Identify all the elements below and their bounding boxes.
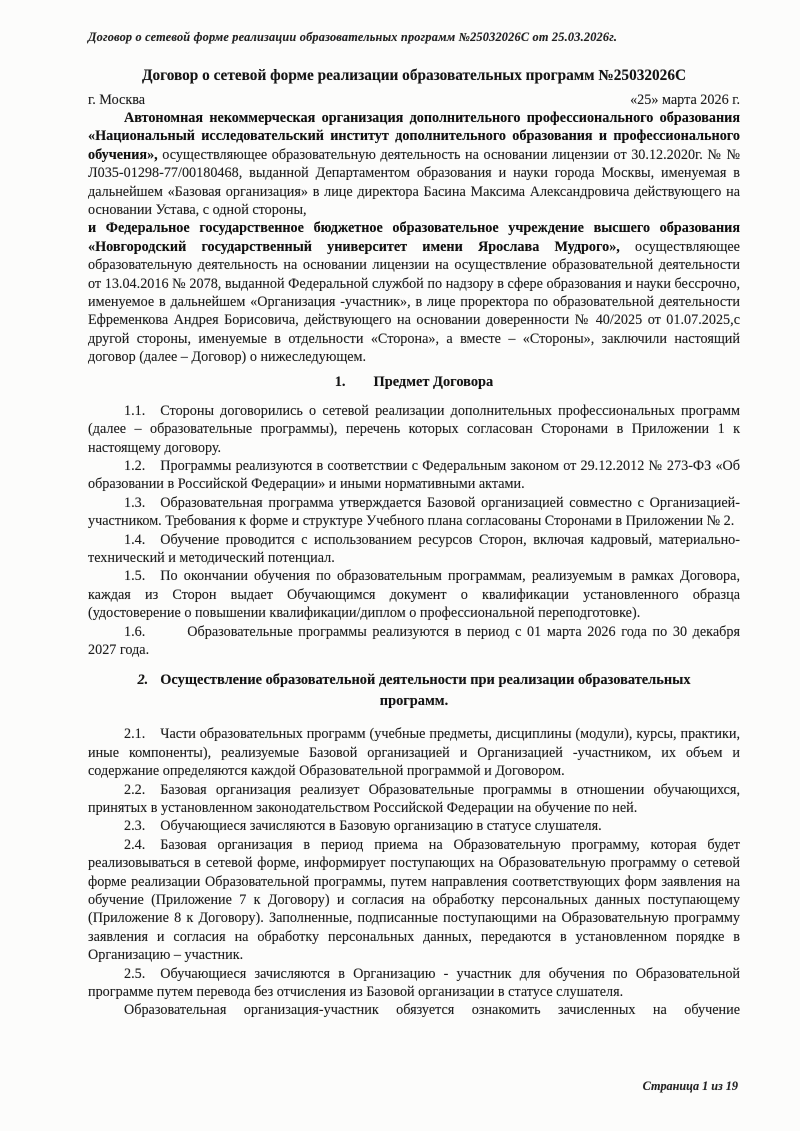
- party1-name-bold: Автономная некоммерческая организация дополнительного профессионального образования «Национальный исследовательский институт дополнительного образования и профессионального обучения»,: [88, 110, 740, 163]
- section1-item-1: [88, 402, 740, 457]
- item-text: Программы реализуются в соответствии с Федеральным законом от 29.12.2012 № 273-ФЗ «Об образовании в Российской Федерации» и иными нормативными актами.: [88, 457, 740, 493]
- item-text: Обучение проводится с использованием ресурсов Сторон, включая кадровый, материально-технический и методический потенциал.: [88, 531, 740, 566]
- place-text: г. Москва: [88, 92, 146, 108]
- item-number: 2.5.: [124, 965, 146, 982]
- item-text: По окончании обучения по образовательным программам, реализуемым в рамках Договора, каждая из Сторон выдает Обучающимся документ о квалификации установленного образца (удостоверение о повышении квалификации/диплом о профессиональной переподготовке).: [88, 568, 740, 622]
- party2-details: осуществляющее образовательную деятельность на основании лицензии на осуществление образовательной деятельности от 13.04.2016 № 2078, выданной Федеральной службой по надзору в сфере образования и науки бессрочно, именуемое в дальнейшем «Организация -участник», в лице проректора по образовательной деятельности Ефременкова Андрея Борисовича, действующего на основании доверенности № 40/2025 от 01.07.2025,с другой стороны, именуемые в отдельности «Сторона», а вместе – «Стороны», заключили настоящий договор (далее – Договор) о нижеследующем.: [88, 238, 740, 366]
- party1-details: осуществляющее образовательную деятельность на основании лицензии от 30.12.2020г. № № Л035-01298-77/00180468, выданной Департаментом образования и науки города Москвы, именуемая в дальнейшем «Базовая организация» в лице директора Басина Максима Александровича действующего на основании Устава, с одной стороны,: [88, 146, 740, 219]
- section1-number: 1.: [334, 373, 346, 390]
- item-text: Обучающиеся зачисляются в Организацию - участник для обучения по Образовательной программе путем перевода без отчисления из Базовой организации в статусе слушателя.: [88, 965, 740, 1001]
- item-text: Обучающиеся зачисляются в Базовую организацию в статусе слушателя.: [160, 818, 602, 835]
- item-number: 1.5.: [124, 568, 146, 585]
- item-number: 2.3.: [124, 818, 146, 835]
- item-number: 2.4.: [124, 836, 146, 853]
- item-text: Образовательная программа утверждается Базовой организацией совместно с Организацией-участником. Требования к форме и структуре Учебного плана согласованы Сторонами в Приложении № 2.: [88, 494, 740, 530]
- section1-item-5: [88, 567, 740, 622]
- section1-item-4: [88, 531, 740, 568]
- item-text: Базовая организация в период приема на Образовательную программу, которая будет реализовываться в сетевой форме, информирует поступающих на Образовательную программу о сетевой форме реализации Образовательной программы, путем направления соответствующих форм заявления на обучение (Приложение 7 к Договору) и согласия на обработку персональных данных поступающему (Приложение 8 к Договору). Заполненные, подписанные поступающими на Образовательную программу заявления и согласия на обработку персональных данных, передаются в установленном порядке в Организацию – участник.: [88, 836, 740, 964]
- running-header: Договор о сетевой форме реализации образовательных программ №25032026С от 25.03.2026г.: [88, 30, 618, 44]
- document-title: Договор о сетевой форме реализации образовательных программ №25032026С: [141, 67, 687, 84]
- section2-trailing-paragraph: Образовательная организация-участник обязуется ознакомить зачисленных на обучение: [124, 1002, 740, 1019]
- item-number: 1.2.: [124, 457, 146, 474]
- document-content: [88, 0, 740, 1020]
- section2-item-4: [88, 836, 740, 965]
- item-number: 1.4.: [124, 531, 146, 548]
- item-text: Стороны договорились о сетевой реализации дополнительных профессиональных программ (далее – образовательные программы), перечень которых согласован Сторонами в Приложении 1 к настоящему договору.: [88, 402, 740, 456]
- item-number: 2.2.: [124, 781, 146, 798]
- preamble-party2: [88, 219, 740, 366]
- item-text: Образовательные программы реализуются в период с 01 марта 2026 года по 30 декабря 2027 года.: [88, 623, 740, 658]
- item-number: 2.1.: [124, 726, 146, 743]
- section2-number: 2.: [137, 672, 149, 689]
- item-text: Части образовательных программ (учебные предметы, дисциплины (модули), курсы, практики, иные компоненты), реализуемые Базовой организацией и Организацией -участником, их объем и содержание определяются каждой Образовательной программой и Договором.: [88, 726, 740, 780]
- item-number: 1.3.: [124, 494, 146, 511]
- section2-title: Осуществление образовательной деятельности при реализации образовательных программ.: [160, 672, 691, 710]
- section1-item-6: [88, 623, 740, 660]
- section2-item-3: [88, 817, 740, 835]
- section2-item-5: [88, 965, 740, 1002]
- item-number: 1.6.: [124, 623, 146, 640]
- item-text: Базовая организация реализует Образовательные программы в отношении обучающихся, принятых в установленном законодательством Российской Федерации на обучение по ней.: [88, 781, 740, 816]
- item-number: 1.1.: [124, 402, 146, 419]
- section1-item-3: [88, 494, 740, 531]
- section1-item-2: [88, 457, 740, 494]
- section1-title: Предмет Договора: [373, 373, 494, 390]
- section2-item-2: [88, 781, 740, 818]
- party2-name-bold: и Федеральное государственное бюджетное образовательное учреждение высшего образования «Новгородский государственный университет имени Ярослава Мудрого»,: [88, 220, 740, 255]
- section1-heading: [88, 372, 740, 393]
- page-footer: Страница 1 из 19: [642, 1079, 738, 1093]
- section2-heading: [118, 670, 710, 712]
- preamble-party1: [88, 109, 740, 219]
- place-date-row: [88, 92, 740, 109]
- date-text: «25» марта 2026 г.: [630, 92, 740, 108]
- section2-item-1: [88, 725, 740, 780]
